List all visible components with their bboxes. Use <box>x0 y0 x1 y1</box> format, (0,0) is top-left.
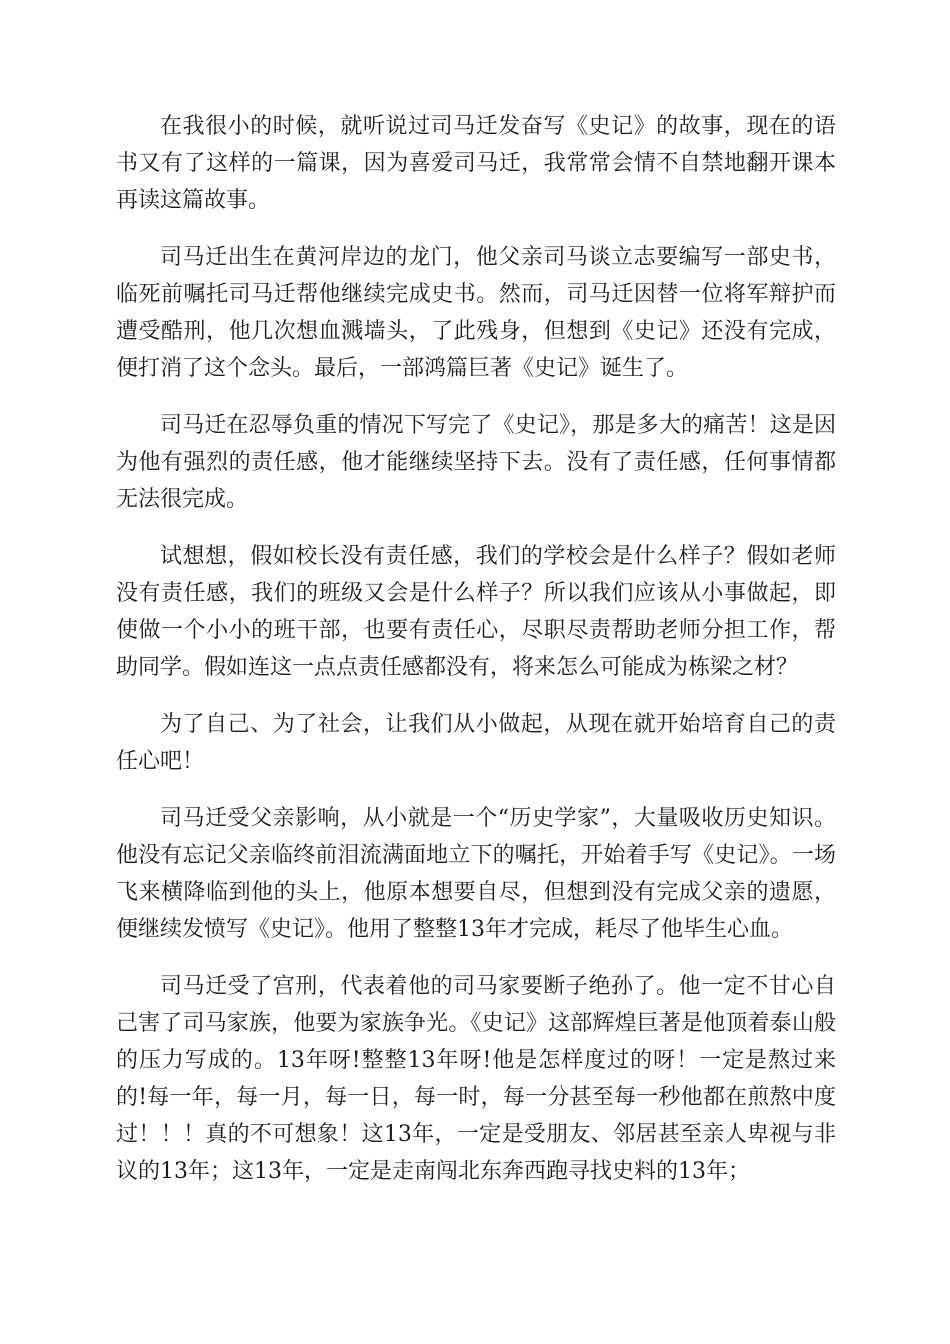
paragraph: 司马迁受了宫刑，代表着他的司马家要断子绝孙了。他一定不甘心自己害了司马家族，他要为家族争光。《史记》这部辉煌巨著是他顶着泰山般的压力写成的。13年呀!整整13年呀!他是怎样度过的呀！一定是熬过来的!每一年，每一月，每一日，每一时，每一分甚至每一秒他都在煎熬中度过！！！真的不可想象！这13年，一定是受朋友、邻居甚至亲人卑视与非议的13年；这13年，一定是走南闯北东奔西跑寻找史料的13年； <box>116 974 836 1184</box>
document-body <box>116 108 836 1210</box>
paragraph: 司马迁出生在黄河岸边的龙门，他父亲司马谈立志要编写一部史书，临死前嘱托司马迁帮他继续完成史书。然而，司马迁因替一位将军辩护而遭受酷刑，他几次想血溅墙头，了此残身，但想到《史记》还没有完成，便打消了这个念头。最后，一部鸿篇巨著《史记》诞生了。 <box>116 245 836 381</box>
paragraph: 试想想，假如校长没有责任感，我们的学校会是什么样子？假如老师没有责任感，我们的班级又会是什么样子？所以我们应该从小事做起，即使做一个小小的班干部，也要有责任心，尽职尽责帮助老师分担工作，帮助同学。假如连这一点点责任感都没有，将来怎么可能成为栋梁之材？ <box>116 544 836 680</box>
paragraph: 为了自己、为了社会，让我们从小做起，从现在就开始培育自己的责任心吧！ <box>116 712 836 774</box>
paragraph: 司马迁受父亲影响，从小就是一个“历史学家”，大量吸收历史知识。他没有忘记父亲临终前泪流满面地立下的嘱托，开始着手写《史记》。一场飞来横降临到他的头上，他原本想要自尽，但想到没有完成父亲的遗愿，便继续发愤写《史记》。他用了整整13年才完成，耗尽了他毕生心血。 <box>116 806 836 942</box>
paragraph: 司马迁在忍辱负重的情况下写完了《史记》，那是多大的痛苦！这是因为他有强烈的责任感，他才能继续坚持下去。没有了责任感，任何事情都无法很完成。 <box>116 413 836 512</box>
paragraph: 在我很小的时候，就听说过司马迁发奋写《史记》的故事，现在的语书又有了这样的一篇课，因为喜爱司马迁，我常常会情不自禁地翻开课本再读这篇故事。 <box>116 114 836 213</box>
